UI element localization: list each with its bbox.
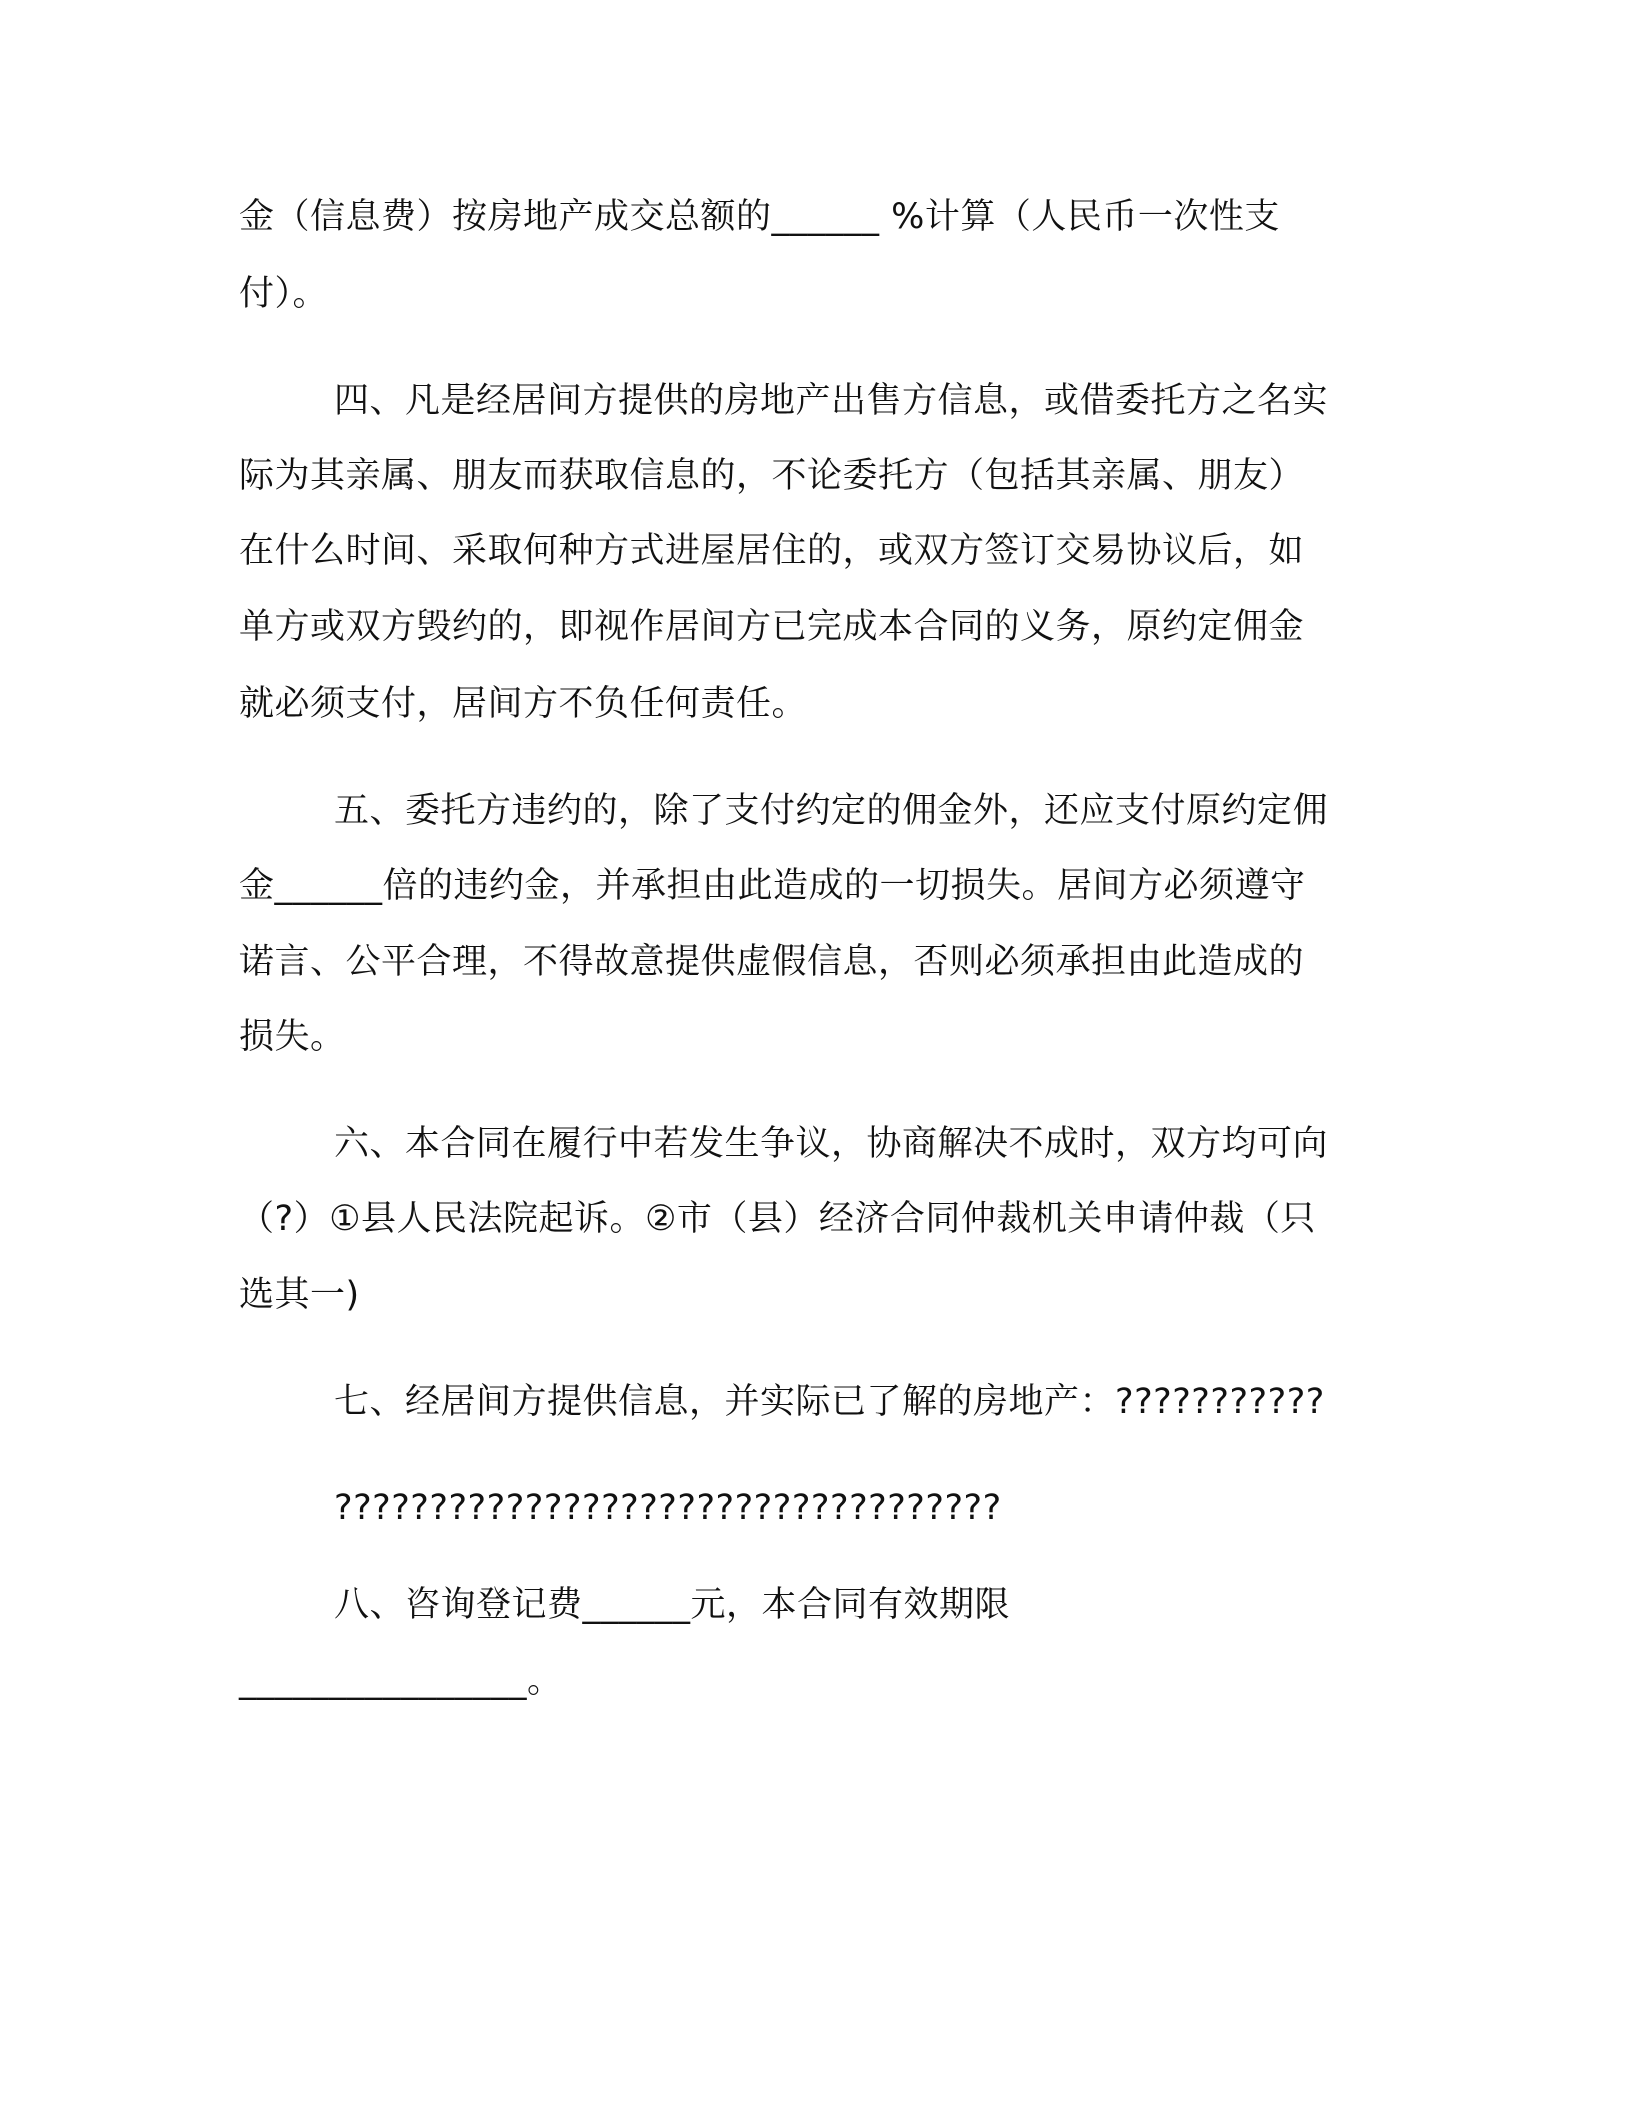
clause-5-line-3: 诺言、公平合理，不得故意提供虚假信息，否则必须承担由此造成的 — [239, 942, 1305, 982]
clause-5-line-4: 损失。 — [239, 1017, 346, 1057]
clause-3-line-1: 金（信息费）按房地产成交总额的______ %计算（人民币一次性支 — [239, 197, 1280, 237]
clause-3-line-2: 付）。 — [239, 274, 329, 314]
clause-6-line-3: 选其一) — [239, 1275, 360, 1315]
clause-7-line-2: ??????????????????????????????????? — [334, 1488, 1002, 1528]
clause-6-line-2: （?）①县人民法院起诉。②市（县）经济合同仲裁机关申请仲裁（只 — [239, 1199, 1316, 1239]
clause-4-line-5: 就必须支付，居间方不负任何责任。 — [239, 684, 808, 724]
clause-7-line-1: 七、经居间方提供信息，并实际已了解的房地产：??????????? — [334, 1382, 1325, 1422]
clause-4-line-1: 四、凡是经居间方提供的房地产出售方信息，或借委托方之名实 — [334, 381, 1329, 421]
clause-8-line-2: ________________。 — [239, 1661, 563, 1701]
clause-4-line-4: 单方或双方毁约的，即视作居间方已完成本合同的义务，原约定佣金 — [239, 607, 1305, 647]
clause-4-line-3: 在什么时间、采取何种方式进屋居住的，或双方签订交易协议后，如 — [239, 531, 1305, 571]
clause-4-line-2: 际为其亲属、朋友而获取信息的，不论委托方（包括其亲属、朋友） — [239, 456, 1305, 496]
clause-8-line-1: 八、咨询登记费______元，本合同有效期限 — [334, 1585, 1011, 1625]
clause-5-line-2: 金______倍的违约金，并承担由此造成的一切损失。居间方必须遵守 — [239, 866, 1306, 906]
clause-5-line-1: 五、委托方违约的，除了支付约定的佣金外，还应支付原约定佣 — [334, 791, 1329, 831]
clause-6-line-1: 六、本合同在履行中若发生争议，协商解决不成时，双方均可向 — [334, 1124, 1329, 1164]
